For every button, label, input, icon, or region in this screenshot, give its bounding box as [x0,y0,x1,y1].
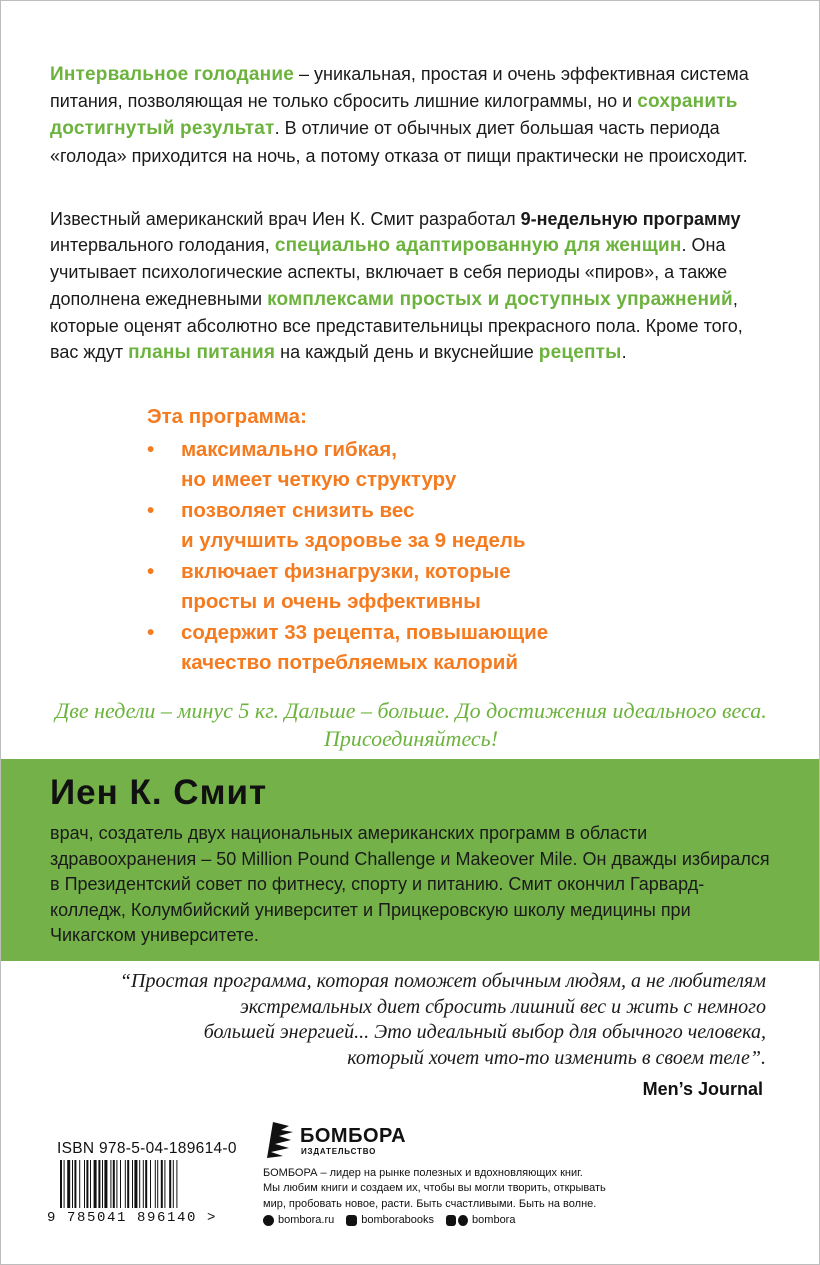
list-item-line: максимально гибкая, [181,438,397,461]
contact-youtube-telegram[interactable] [446,1214,515,1226]
barcode-bar [94,1160,97,1208]
motto [1,697,820,753]
highlight-recipes: рецепты [538,342,622,364]
intro-paragraph-2 [50,206,750,366]
barcode-bar [173,1160,174,1208]
barcode-bar [132,1160,133,1208]
contact-label: bombora.ru [278,1214,335,1226]
list-item-line: включает физнагрузки, которые [181,560,511,583]
highlight-meal-plans: планы питания [128,342,276,364]
bullet-icon: • [147,621,155,644]
intro-text: интервального голодания, [50,235,275,256]
intro-text: – уникальная, простая и очень эффективная система питания, позволяющая не только сбросить лишние килограммы, но и [50,64,749,112]
barcode-bar [125,1160,126,1208]
publisher-subtitle: ИЗДАТЕЛЬСТВО [301,1147,377,1156]
barcode-bar [120,1160,121,1208]
highlight-keep-result: сохранить достигнутый результат [50,91,738,140]
barcode-bar [86,1160,88,1208]
list-item-line: но имеет четкую структуру [181,468,457,491]
isbn-label: ISBN 978-5-04-189614-0 [57,1140,237,1157]
list-item [147,435,747,495]
barcode-bar [98,1160,100,1208]
list-item-line: и улучшить здоровье за 9 недель [181,529,526,552]
motto-line-1: Две недели – минус 5 кг. Дальше – больше. До достижения идеального веса. [55,698,767,723]
barcode-bar [84,1160,85,1208]
barcode [60,1160,218,1208]
barcode-bar [169,1160,171,1208]
highlight-intermittent-fasting: Интервальное голодание [50,64,295,85]
barcode-bar [113,1160,115,1208]
barcode-bar [104,1160,107,1208]
quote-line: большей энергией... Это идеальный выбор для обычного человека, [203,1021,766,1044]
barcode-bar [127,1160,129,1208]
bold-nine-week-program: 9-недельную программу [520,209,741,229]
publisher-line: мир, пробовать новое, расти. Быть счастливыми. Быть на волне. [263,1197,597,1210]
vk-icon [346,1215,357,1226]
contact-label: bomborabooks [361,1214,435,1226]
barcode-bar [67,1160,70,1208]
program-list [147,402,747,679]
list-item [147,496,747,556]
contact-website[interactable] [263,1214,334,1226]
barcode-bar [150,1160,151,1208]
contact-vk[interactable] [346,1214,434,1226]
barcode-bar [143,1160,144,1208]
intro-paragraph-1 [50,61,750,169]
barcode-bar [161,1160,163,1208]
barcode-bar [102,1160,103,1208]
intro-text: на каждый день и вкуснейшие [275,342,539,363]
intro-text: . В отличие от обычных диет большая часть периода «голода» приходится на ночь, а потому отказа от пищи практически не происходит. [50,118,748,166]
intro-text: . Она учитывает психологические аспекты, включает в себя периоды «пиров», а также дополнена ежедневными [50,235,728,309]
barcode-bar [116,1160,117,1208]
intro-text: . [621,342,627,363]
list-item-line: содержит 33 рецепта, повышающие [181,621,549,644]
highlight-exercises: комплексами простых и доступных упражнений [267,288,733,310]
barcode-bar [164,1160,165,1208]
publisher-contacts [263,1214,527,1226]
youtube-telegram-icon [446,1215,468,1226]
program-list-title: Эта программа: [147,405,307,428]
list-item-line: качество потребляемых калорий [181,651,518,674]
barcode-bar [134,1160,137,1208]
publisher-line: Мы любим книги и создаем их, чтобы вы могли творить, открывать [263,1182,606,1195]
barcode-bar [64,1160,65,1208]
author-name: Иен К. Смит [50,773,268,812]
author-bio: врач, создатель двух национальных американских программ в области здравоохранения – 50 Million Pound Challenge и Makeover Mile. Он дважды избирался в Президентский совет по фитнесу, спорту и питанию. Смит окончил Гарвард-колледж, Колумбийский университет и Прицкеровскую школу медицины при Чикагском университете. [50,823,770,945]
barcode-bar [79,1160,80,1208]
highlight-for-women: специально адаптированную для женщин [274,235,682,257]
quote-line: экстремальных диет сбросить лишний вес и жить с немного [239,995,766,1018]
list-item [147,618,747,678]
list-item-line: просты и очень эффективны [181,590,481,613]
barcode-bar [90,1160,91,1208]
motto-line-2: Присоединяйтесь! [323,726,499,751]
barcode-bar [176,1160,177,1208]
publisher-name: БОМБОРА [300,1125,407,1147]
bullet-icon: • [147,499,155,522]
barcode-bar [157,1160,158,1208]
review-quote [41,969,766,1071]
intro-text: Известный американский врач Иен К. Смит разработал [50,209,521,229]
barcode-bar [139,1160,140,1208]
contact-label: bombora [472,1214,516,1226]
barcode-bar [145,1160,147,1208]
quote-line: “Простая программа, которая поможет обычным людям, а не любителям [119,970,766,992]
bullet-icon: • [147,560,155,583]
barcode-bar [110,1160,111,1208]
list-item [147,557,747,617]
publisher-line: БОМБОРА – лидер на рынке полезных и вдохновляющих книг. [263,1167,583,1179]
intro-text: , которые оценят абсолютно все представительницы прекрасного пола. Кроме того, вас ждут [50,288,743,363]
barcode-bar [60,1160,62,1208]
barcode-bar [74,1160,76,1208]
globe-icon [263,1215,274,1226]
barcode-digits: 9 785041 896140 > [47,1210,218,1226]
list-item-line: позволяет снизить вес [181,499,415,522]
quote-line: который хочет что-то изменить в своем теле”. [347,1046,766,1069]
barcode-bar [72,1160,73,1208]
bullet-icon: • [147,438,155,461]
publisher-description [263,1166,783,1212]
quote-source: Men’s Journal [642,1079,763,1099]
barcode-bar [155,1160,156,1208]
